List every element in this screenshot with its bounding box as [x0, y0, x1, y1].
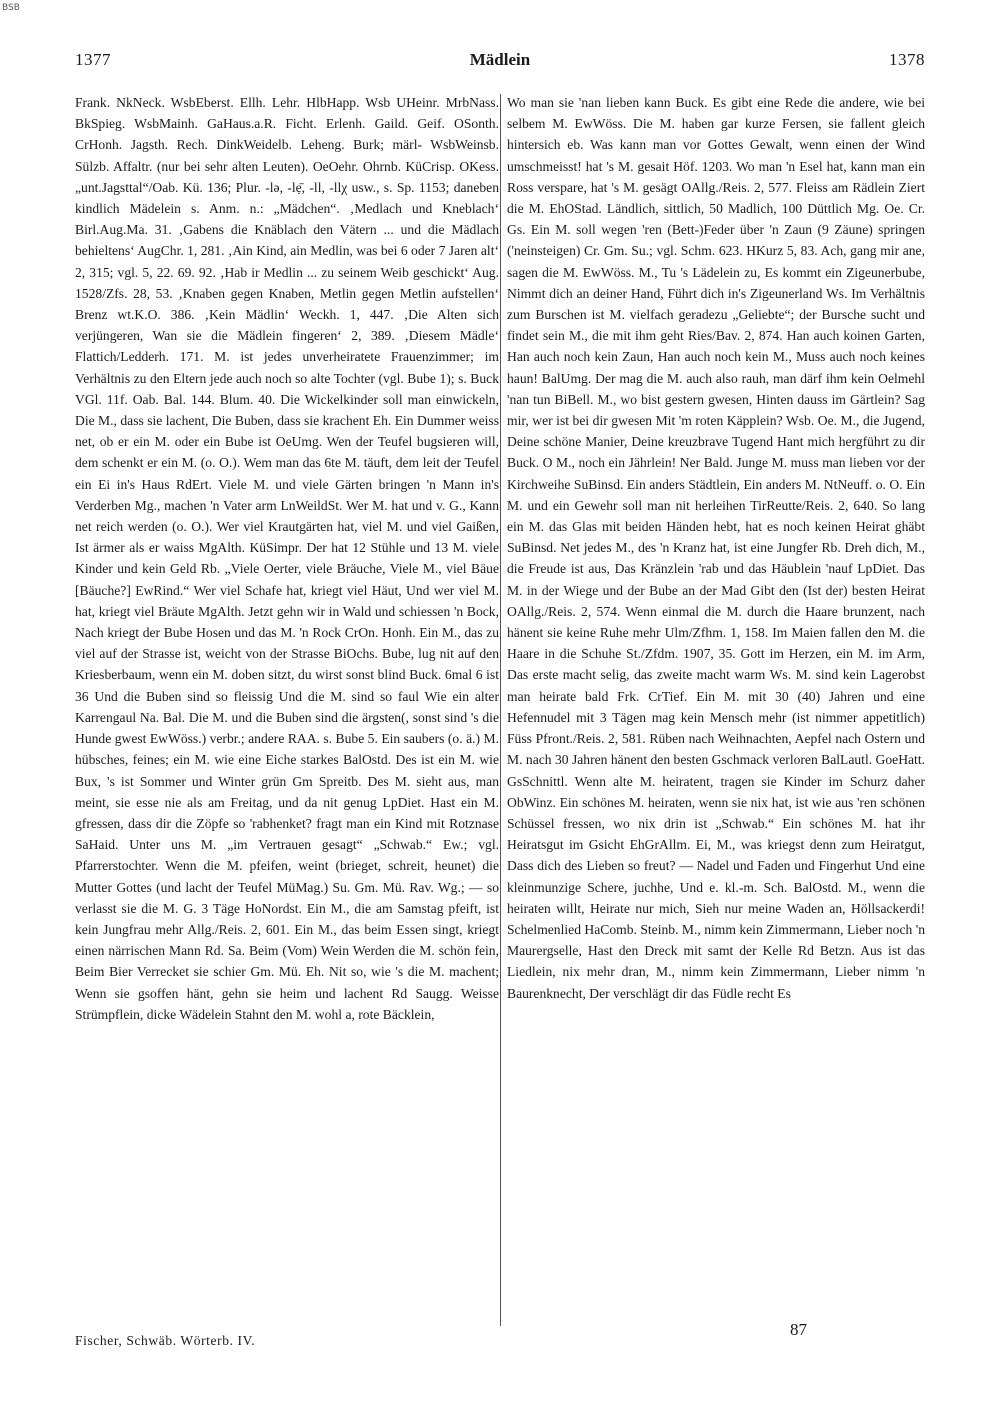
right-column [507, 92, 925, 1322]
right-column-text: Wo man sie 'nan lieben kann Buck. Es gibt eine Rede die andere, wie bei selbem M. EwWöss. Die M. haben gar kurze Fersen, sie fallent gleich hintersich eb. Was kann man vor Gottes Gewalt, wenn einen der Wind umschmeisst! hat 's M. gesait Höf. 1203. Wo man 'n Esel hat, kann man ein Ross verspare, hat 's M. gesägt OAllg./Reis. 2, 577. Fleiss am Rädlein Ziert die M. EhOStad. Ländlich, sittlich, 50 Madlich, 100 Düttlich Mg. Oe. Cr. Gs. Ein M. soll wegen 'ren (Bett-)Feder über 'n Zaun (9 Zäune) springen ('neinsteigen) Cr. Gm. Su.; vgl. Schm. 623. HKurz 5, 83. Ach, gang mir ane, sagen die M. EwWöss. M., Tu 's Lädelein zu, Es kommt ein Zigeunerbube, Nimmt dich an deiner Hand, Führt dich in's Zigeunerland Ws. Im Verhältnis zum Burschen ist M. vielfach geradezu „Geliebte“; der Bursche sucht und findet sein M., die mit ihm geht Ries/Bav. 2, 874. Han auch koinen Garten, Han auch noch kein Zaun, Han auch noch kein M., Muss auch noch keines haun! BalUmg. Der mag die M. auch also rauh, man därf ihm kein Oelmehl 'nan tun BiBell. M., wo bist gestern gwesen, Hinten dauss im Gärtlein? Sag mir, wer ist bei dir gwesen Mit 'm roten Käpplein? Wsb. Oe. M., die Jugend, Deine schöne Manier, Deine kreuzbrave Tugend Hant mich hergführt zu dir Buck. O M., noch ein Jährlein! Ner Bald. Junge M. muss man lieben vor der Kirchweihe SuBinsd. Ein anders Städtlein, Ein anders M. NtNeuff. o. O. Ein M. und ein Gewehr soll man nit herleihen TirReutte/Reis. 2, 640. So lang ein M. das Glas mit beiden Händen hebt, hat es noch keinen Heirat ghäbt SuBinsd. Net jedes M., des 'n Kranz hat, ist eine Jungfer Rb. Dreh dich, M., die Freude ist aus, Das Kränzlein 'rab und das Häublein 'nauf LpDiet. Das M. in der Wiege und der Bube an der Mad Gibt den (Ist der) besten Heirat OAllg./Reis. 2, 574. Wenn einmal die M. durch die Haare brunzent, nach hänent sie keine Ruhe mehr Ulm/Zfhm. 1, 158. Im Maien fallen den M. die Haare in die Schuhe St./Zfdm. 1907, 35. Gott im Herzen, ein M. im Arm, Das erste macht selig, das zweite macht warm Ws. M. sind kein Lagerobst man heirate bald Frk. CrTief. Ein M. mit 30 (40) Jahren und eine Hefennudel mit 3 Tägen mag kein Mensch mehr (ist nimmer appetitlich) Füss Pfront./Reis. 2, 581. Rüben nach Weihnachten, Aepfel nach Ostern und M. nach 30 Jahren hänent den besten Gschmack verloren BalLautl. GoeHatt. GsSchnittl. Wenn alte M. heiratent, tragen sie Kinder im Schurz daher ObWinz. Ein schönes M. heiraten, wenn sie nix hat, ist wie aus 'ren schönen Schüssel fressen, wo nix drin ist „Schwab.“ Ein schönes M. hat ihr Heiratsgut im Gsicht EhGrAllm. Ei, M., was kriegst denn zum Heiratgut, Dass dich des Lieben so freut? — Nadel und Faden und Fingerhut Und eine kleinmunzige Schere, juchhe, Und e. kl.-m. Sch. BalOstd. M., wenn die heiraten willt, Heirate nur mich, Sieh nur meine Waden an, Höllsackerdi! Schelmenlied HaComb. Steinb. M., nimm kein Zimmermann, Lieber noch 'n Maurergselle, Hast den Dreck mit samt der Kelle Rd Betzn. Aus ist das Liedlein, nix mehr dran, M., nimm kein Zimmermann, Lieber nimm 'n Baurenknecht, Der verschlägt dir das Füdle recht Es [507, 95, 925, 1001]
left-column-number: 1377 [75, 50, 111, 69]
source-footer: Fischer, Schwäb. Wörterb. IV. [75, 1333, 256, 1348]
sheet-number: 87 [790, 1320, 807, 1339]
library-stamp: BSB [2, 3, 20, 13]
headword-title: Mädlein [469, 50, 531, 69]
left-column-text: Frank. NkNeck. WsbEberst. Ellh. Lehr. HlbHapp. Wsb UHeinr. MrbNass. BkSpieg. WsbMainh. GaHaus.a.R. Ficht. Erlenh. Gaild. Geif. OSonth. CrHonh. Jagsth. Rech. DinkWeidelb. Leheng. Burk; märl- WsbWeinsb. Sülzb. Affaltr. (nur bei sehr alten Leuten). OeOehr. Ohrnb. KüCrisp. OKess. „unt.Jagsttal“/Oab. Kü. 136; Plur. -lə, -lẹ̄, -ll, -llχ usw., s. Sp. 1153; daneben kindlich Mädelein s. Anm. n.: „Mädchen“. ‚Medlach und Kneblach‘ Birl.Aug.Ma. 31. ‚Gabens die Knäblach den Vätern ... und die Mädlach behieltens‘ AugChr. 1, 281. ‚Ain Kind, ain Medlin, was bei 6 oder 7 Jaren alt‘ 2, 315; vgl. 5, 22. 69. 92. ‚Hab ir Medlin ... zu seinem Weib geschickt‘ Aug. 1528/Zfs. 28, 53. ‚Knaben gegen Knaben, Metlin gegen Metlin aufstellen‘ Brenz wt.K.O. 386. ‚Kein Mädlin‘ Weckh. 1, 447. ‚Die Alten sich verjüngeren, Wan sie die Mädlein fingeren‘ 2, 389. ‚Diesem Mädle‘ Flattich/Ledderh. 171. M. ist jedes unverheiratete Frauenzimmer; im Verhältnis zu den Eltern jede auch noch so alte Tochter (vgl. Bube 1); s. Buck VGl. 11f. Oab. Bal. 144. Blum. 40. Die Wickelkinder soll man einwickeln, Die M., dass sie lachent, Die Buben, dass sie krachent Eh. Ein Dummer weiss net, ob er ein M. oder ein Bube ist OeUmg. Wen der Teufel bugsieren will, dem schenkt er ein M. (o. O.). Wem man das 6te M. täuft, dem leit der Teufel ein Ei in's Haus RdErt. Viele M. und viele Gärten bringen 'n Mann in's Verderben Mg., machen 'n Vater arm LnWeildSt. Wer M. hat und v. G., Kann net reich werden (o. O.). Wer viel Krautgärten hat, viel M. und viel Gaißen, Ist ärmer als er waiss MgAlth. KüSimpr. Der hat 12 Stühle und 13 M. viele Kinder und kein Geld Rb. „Viele Oerter, viele Bräuche, Viele M., viel Bäue [Bäuche?] EwRind.“ Wer viel Schafe hat, kriegt viel Häut, Und wer viel M. hat, kriegt viel Bräute MgAlth. Jetzt gehn wir in Wald und schiessen 'n Bock, Nach kriegt der Bube Hosen und das M. 'n Rock CrOn. Honh. Ein M., das zu viel auf der Strasse ist, weicht von der Strasse BiOchs. Bube, lug nit auf den Kriesberbaum, wenn ein M. doben sitzt, du wirst sonst blind Buck. 6mal 6 ist 36 Und die Buben sind so fleissig Und die M. sind so faul Wie ein alter Karrengaul Na. Bal. Die M. und die Buben sind die ärgsten(, sonst sind 's die Hunde gwest EwWöss.) verbr.; andere RAA. s. Bube 5. Ein saubers (o. ä.) M. hübsches, feines; ein M. wie eine Eiche starkes BalOstd. Des ist ein M. wie Bux, 's ist Sommer und Winter grün Gm Spreitb. Des M. sieht aus, man meint, sie esse nie als am Freitag, und da nit genug LpDiet. Hast ein M. gfressen, dass dir die Zöpfe so 'rabhenket? fragt man ein Kind mit Rotznase SaHaid. Unter uns M. „im Vertrauen gesagt“ „Schwab.“ Ew.; vgl. Pfarrerstochter. Wenn die M. pfeifen, weint (brieget, schreit, heunet) die Mutter Gottes (und lacht der Teufel MüMag.) Su. Gm. Mü. Rav. Wg.; — so verlasst sie die M. G. 3 Täge HoNordst. Ein M., die am Samstag pfeift, ist kein Jungfrau mehr Allg./Reis. 2, 601. Ein M., das beim Essen singt, kriegt einen närrischen Mann Rd. Sa. Beim (Vom) Wein Werden die M. schön fein, Beim Bier Verrecket sie schier Gm. Mü. Eh. Nit so, wie 's die M. machent; Wenn sie gsoffen hänt, gehn sie heim und lachent Rd Saugg. Weisse Strümpflein, dicke Wädelein Stahnt den M. wohl a, rote Bäcklein, [75, 95, 499, 1022]
right-column-number: 1378 [889, 50, 925, 69]
left-column [75, 92, 499, 1322]
column-divider [500, 94, 501, 1326]
page-header [75, 50, 925, 72]
